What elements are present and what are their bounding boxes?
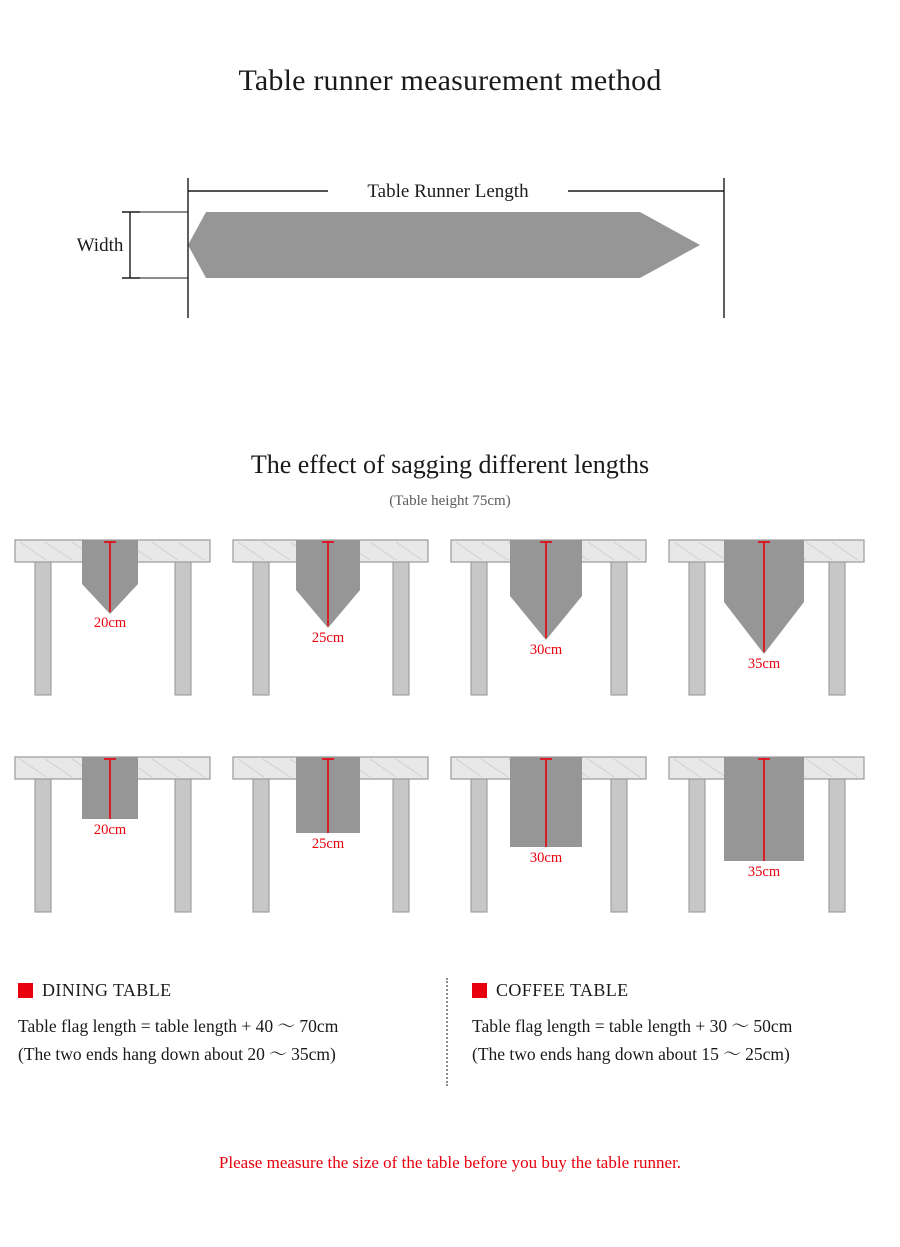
runner-shape [188, 212, 700, 278]
legend-dining-table [18, 980, 438, 1068]
legend-coffee-line2: (The two ends hang down about 15 ～ 25cm) [472, 1043, 790, 1064]
drop-label: 35cm [747, 864, 781, 880]
legend-dining-title: DINING TABLE [42, 980, 172, 1000]
legend-dining-line2: (The two ends hang down about 20 ～ 35cm) [18, 1043, 336, 1064]
drop-label: 30cm [529, 642, 563, 658]
drop-label: 20cm [93, 615, 127, 631]
square-swatch-icon [472, 983, 487, 998]
legend-dining-header [18, 980, 438, 1001]
table-figure-pointed-20 [0, 528, 218, 728]
pointed-runner-row [0, 528, 900, 728]
legend-coffee-title: COFFEE TABLE [496, 980, 629, 1000]
table-figure-pointed-35 [654, 528, 872, 728]
drop-label: 20cm [93, 822, 127, 838]
table-figure-flat-20 [0, 745, 218, 945]
table-figure-pointed-25 [218, 528, 436, 728]
drop-label: 30cm [529, 850, 563, 866]
runner-dimension-diagram [60, 160, 780, 350]
drop-label: 25cm [311, 836, 345, 852]
drop-label: 35cm [747, 656, 781, 672]
legend-coffee-header [472, 980, 892, 1001]
drop-label: 25cm [311, 630, 345, 646]
legend-divider [446, 978, 448, 1086]
legend-coffee-line1: Table flag length = table length + 30 ～ 50cm [472, 1016, 793, 1036]
table-figure-pointed-30 [436, 528, 654, 728]
flat-runner-row [0, 745, 900, 945]
page-title: Table runner measurement method [238, 64, 662, 97]
table-figure-flat-25 [218, 745, 436, 945]
legend-dining-line1: Table flag length = table length + 40 ～ 70cm [18, 1016, 339, 1036]
legend-coffee-table [472, 980, 892, 1068]
table-figure-flat-30 [436, 745, 654, 945]
section-subtitle: (Table height 75cm) [389, 493, 511, 509]
runner-width-label: Width [76, 235, 124, 256]
legend [0, 980, 900, 1090]
square-swatch-icon [18, 983, 33, 998]
footer-note: Please measure the size of the table before you buy the table runner. [218, 1153, 682, 1172]
section-title: The effect of sagging different lengths [250, 450, 650, 479]
runner-length-label: Table Runner Length [367, 181, 529, 202]
table-figure-flat-35 [654, 745, 872, 945]
